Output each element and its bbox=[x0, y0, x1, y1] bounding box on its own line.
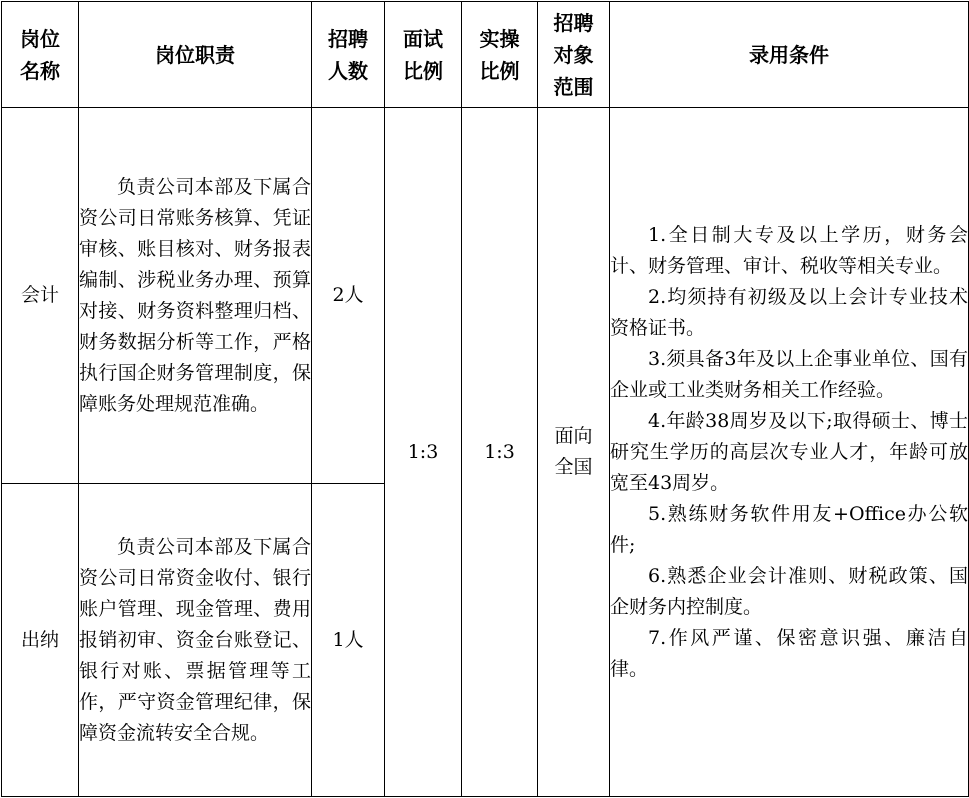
table-row-accountant bbox=[2, 108, 969, 484]
position-duty: 负责公司本部及下属合资公司日常账务核算、凭证审核、账目核对、财务报表编制、涉税业务办理、预算对接、财务资料整理归档、财务数据分析等工作，严格执行国企财务管理制度，保障账务处理规范准确。 bbox=[79, 108, 312, 484]
header-duty: 岗位职责 bbox=[79, 2, 312, 108]
header-interview-ratio: 面试 比例 bbox=[385, 2, 462, 108]
header-row bbox=[2, 2, 969, 108]
hiring-conditions bbox=[610, 108, 969, 797]
header-practical-ratio: 实操 比例 bbox=[462, 2, 538, 108]
position-name: 出纳 bbox=[2, 484, 79, 797]
position-count: 2人 bbox=[312, 108, 385, 484]
position-count: 1人 bbox=[312, 484, 385, 797]
interview-ratio: 1:3 bbox=[385, 108, 462, 797]
condition-item: 2.均须持有初级及以上会计专业技术资格证书。 bbox=[610, 285, 968, 339]
recruit-scope: 面向 全国 bbox=[538, 108, 610, 797]
position-name: 会计 bbox=[2, 108, 79, 484]
condition-item: 3.须具备3年及以上企事业单位、国有企业或工业类财务相关工作经验。 bbox=[610, 347, 968, 401]
header-scope: 招聘 对象 范围 bbox=[538, 2, 610, 108]
header-conditions: 录用条件 bbox=[610, 2, 969, 108]
condition-item: 6.熟悉企业会计准则、财税政策、国企财务内控制度。 bbox=[610, 564, 968, 618]
header-count: 招聘 人数 bbox=[312, 2, 385, 108]
condition-item: 5.熟练财务软件用友+Office办公软件; bbox=[610, 502, 968, 556]
header-position-name: 岗位 名称 bbox=[2, 2, 79, 108]
condition-item: 7.作风严谨、保密意识强、廉洁自律。 bbox=[610, 626, 968, 680]
recruitment-table bbox=[1, 1, 969, 797]
condition-item: 4.年龄38周岁及以下;取得硕士、博士研究生学历的高层次专业人才，年龄可放宽至43周岁。 bbox=[610, 409, 968, 494]
condition-item: 1.全日制大专及以上学历，财务会计、财务管理、审计、税收等相关专业。 bbox=[610, 223, 968, 277]
position-duty: 负责公司本部及下属合资公司日常资金收付、银行账户管理、现金管理、费用报销初审、资金台账登记、银行对账、票据管理等工作，严守资金管理纪律，保障资金流转安全合规。 bbox=[79, 484, 312, 797]
practical-ratio: 1:3 bbox=[462, 108, 538, 797]
